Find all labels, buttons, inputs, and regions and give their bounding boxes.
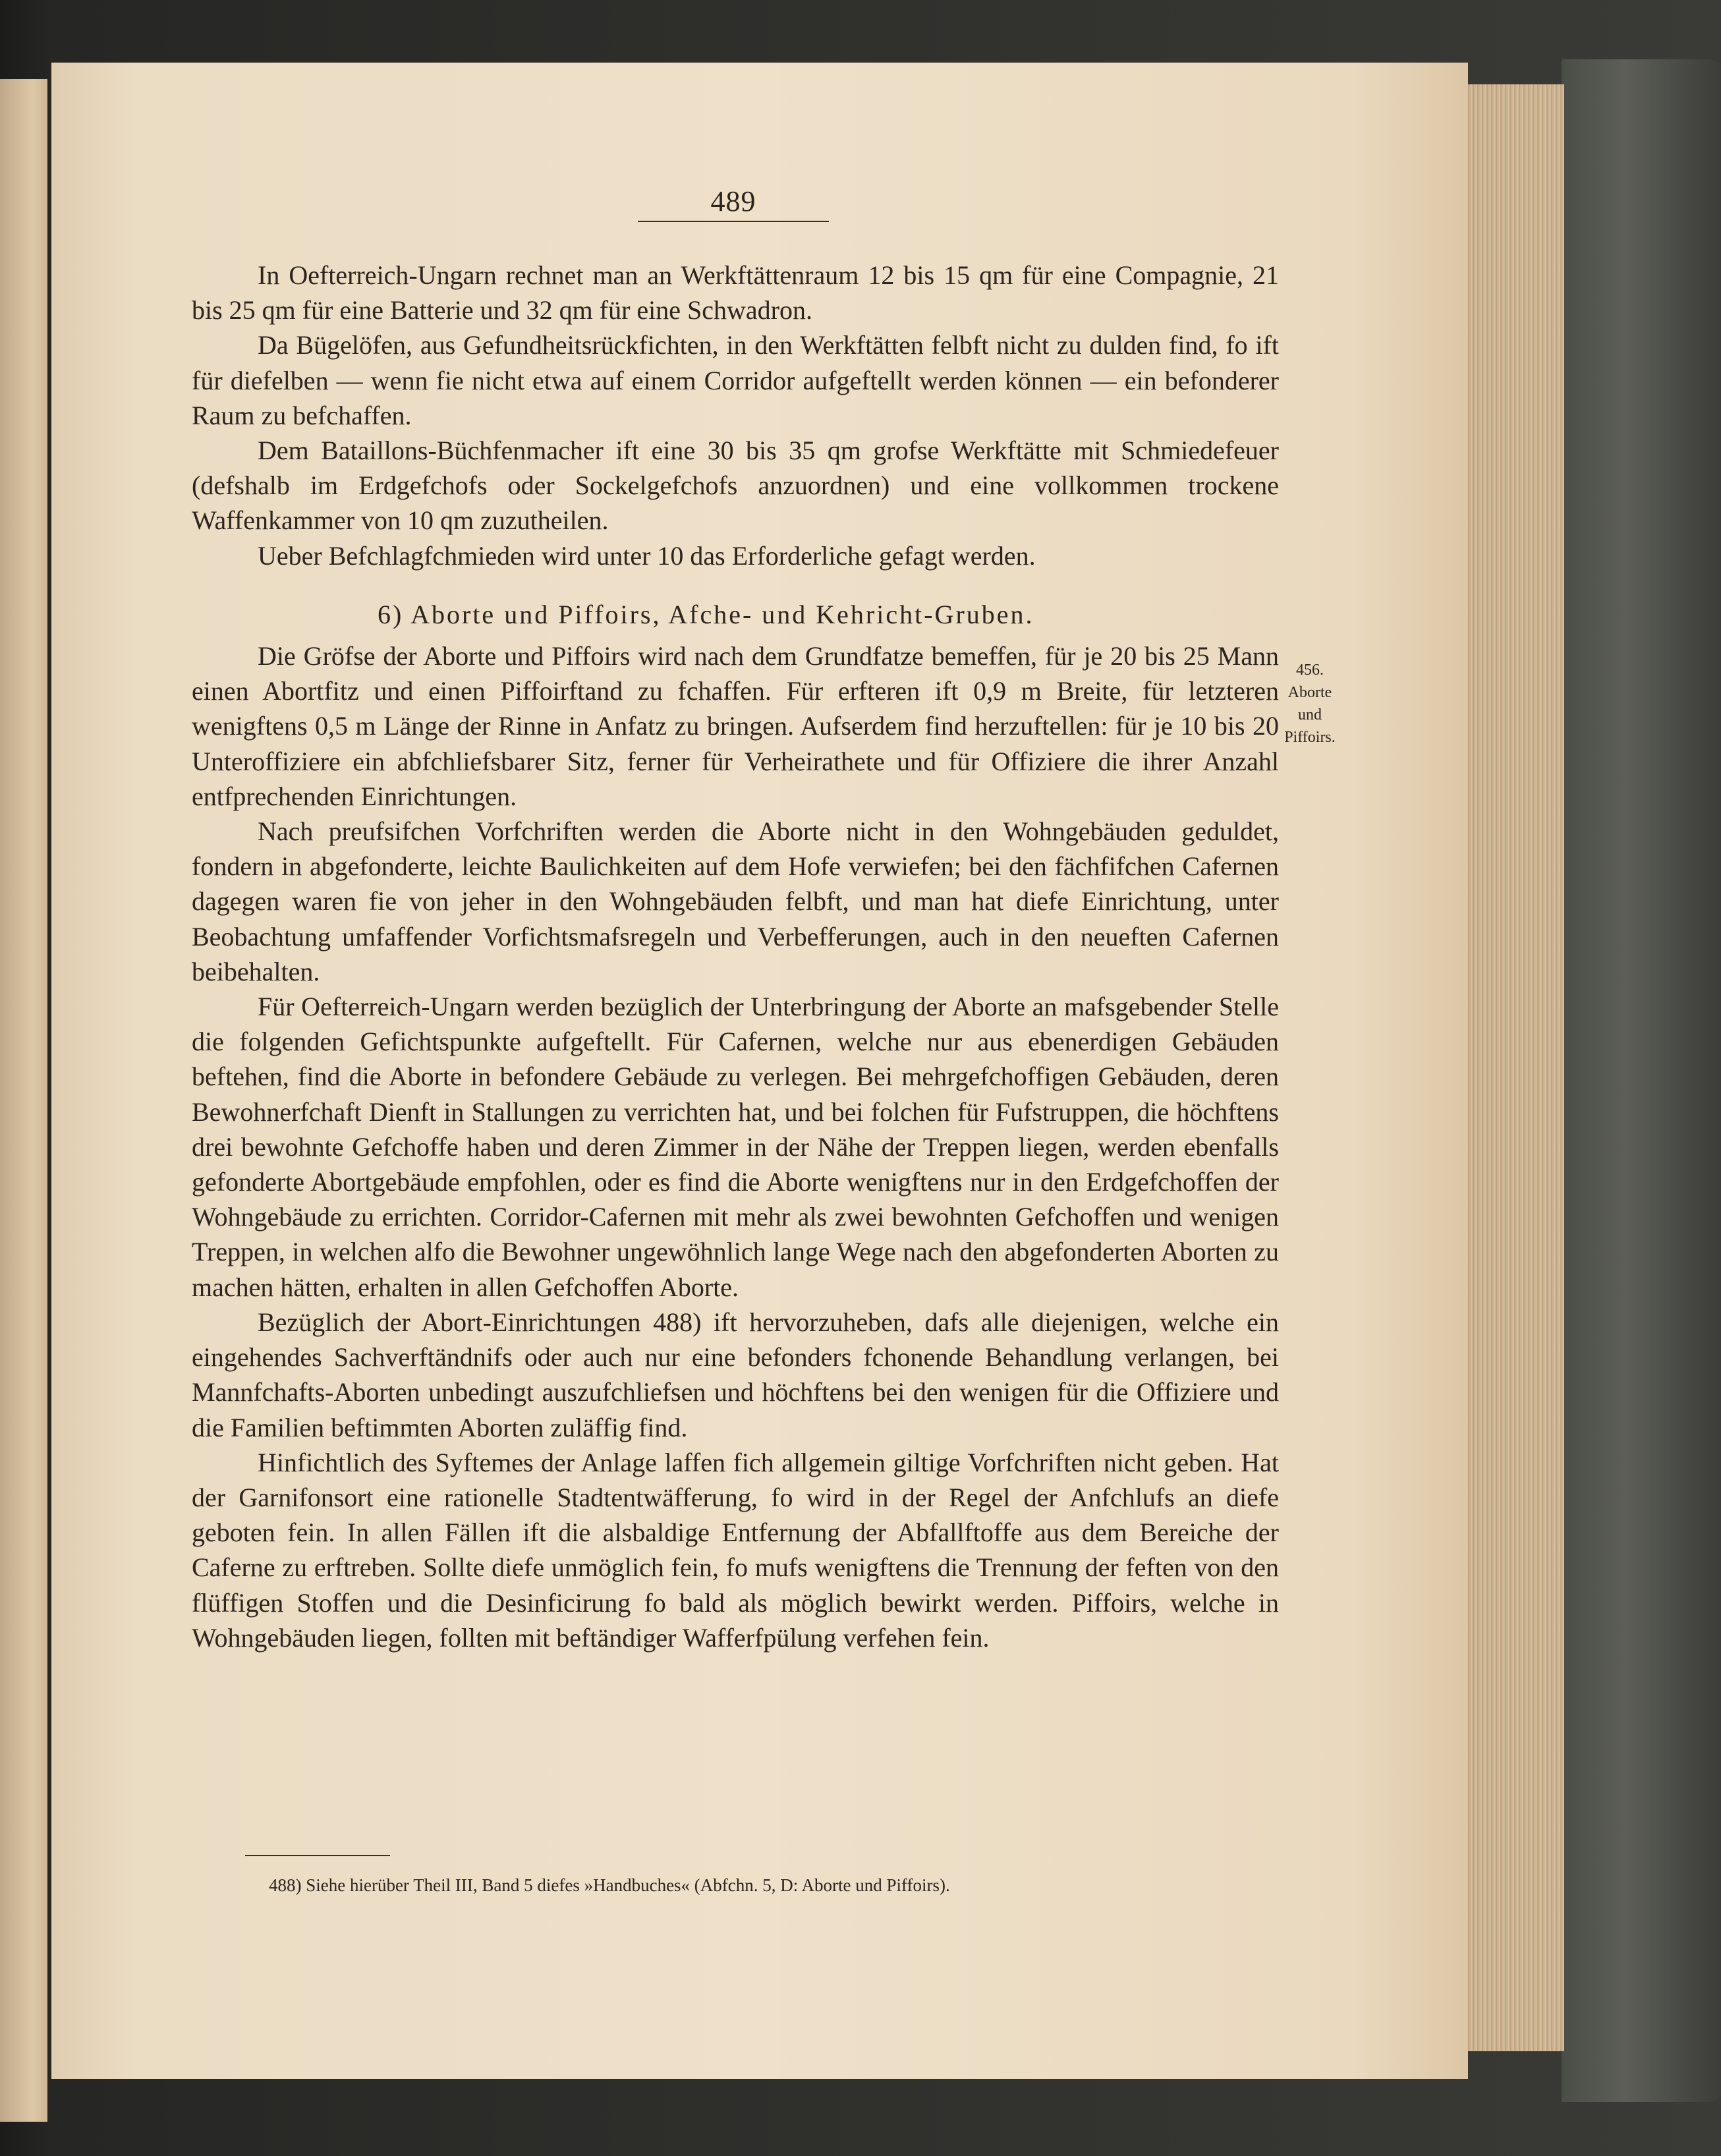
header-rule [638,221,829,222]
book-page [51,63,1468,2079]
paragraph: Bezüglich der Abort-Einrichtungen 488) ift hervorzuheben, dafs alle diejenigen, welche ein eingehendes Sachverftändnifs oder auch nur eine befonders fchonende Behandlung verlangen, bei Mannfchafts-Aborten unbedingt auszufchliefsen und höchftens bei den wenigen für die Offiziere und die Familien beftimmten Aborten zuläffig find. [192,1307,1279,1442]
paragraph: In Oefterreich-Ungarn rechnet man an Werkftättenraum 12 bis 15 qm für eine Compagnie, 21 bis 25 qm für eine Batterie und 32 qm für eine Schwadron. [192,260,1279,326]
page-number: 489 [710,185,756,217]
paragraph: Ueber Befchlagfchmieden wird unter 10 das Erforderliche gefagt werden. [258,540,1036,571]
book-cover [1562,59,1721,2102]
facing-page-edge [0,79,47,2122]
margin-note-line: Aborte [1287,684,1332,701]
paragraph: Da Bügelöfen, aus Gefundheitsrückfichten, in den Werkftätten felbft nicht zu dulden find, fo ift für diefelben — wenn fie nicht etwa auf einem Corridor aufgeftellt werden können — ein befonderer Raum zu befchaffen. [192,330,1279,430]
section-heading: 6) Aborte und Piffoirs, Afche- und Kehricht-Gruben. [378,599,1034,629]
paragraph: Die Gröfse der Aborte und Piffoirs wird nach dem Grundfatze bemeffen, für je 20 bis 25 Mann einen Abortfitz und einen Piffoirftand zu fchaffen. Für erfteren ift 0,9 m Breite, für letzteren wenigftens 0,5 m Länge der Rinne in Anfatz zu bringen. Aufserdem find herzuftellen: für je 10 bis 20 Unteroffiziere ein abfchliefsbarer Sitz, ferner für Verheirathete und für Offiziere die ihrer Anzahl entfprechenden Einrichtungen. [192,641,1279,811]
paragraph: Hinfichtlich des Syftemes der Anlage laffen fich allgemein giltige Vorfchriften nicht geben. Hat der Garnifonsort eine rationelle Stadtentwäfferung, fo wird in der Regel der Anfchlufs an diefe geboten fein. In allen Fällen ift die alsbaldige Entfernung der Abfallftoffe aus dem Bereiche der Caferne zu erftreben. Sollte diefe unmöglich fein, fo mufs wenigftens die Trennung der feften von den flüffigen Stoffen und die Desinficirung fo bald als möglich bewirkt werden. Piffoirs, welche in Wohngebäuden liegen, follten mit beftändiger Wafferfpülung verfehen fein. [192,1447,1279,1653]
page-block-edges [1465,84,1564,2051]
margin-note [1264,659,1356,749]
margin-note-line: Piffoirs. [1284,729,1336,746]
margin-note-number: 456. [1296,662,1324,679]
paragraph: Für Oefterreich-Ungarn werden bezüglich der Unterbringung der Aborte an mafsgebender Stelle die folgenden Gefichtspunkte aufgeftellt. Für Cafernen, welche nur aus ebenerdigen Gebäuden beftehen, find die Aborte in befondere Gebäude zu verlegen. Bei mehrgefchoffigen Gebäuden, deren Bewohnerfchaft Dienft in Stallungen zu verrichten hat, und bei folchen für Fufstruppen, die höchftens drei bewohnte Gefchoffe haben und deren Zimmer in der Nähe der Treppen liegen, werden ebenfalls gefonderte Abortgebäude empfohlen, oder es find die Aborte wenigftens nur in den Erdgefchoffen der Wohngebäude zu errichten. Corridor-Cafernen mit mehr als zwei bewohnten Gefchoffen und wenigen Treppen, in welchen alfo die Bewohner ungewöhnlich lange Wege nach den abgefonderten Aborten zu machen hätten, erhalten in allen Gefchoffen Aborte. [192,992,1279,1302]
paragraph: Dem Bataillons-Büchfenmacher ift eine 30 bis 35 qm grofse Werkftätte mit Schmiedefeuer (defshalb im Erdgefchofs oder Sockelgefchofs anzuordnen) und eine vollkommen trockene Waffenkammer von 10 qm zuzutheilen. [192,436,1279,536]
margin-note-line: und [1298,706,1322,723]
footnote: 488) Siehe hierüber Theil III, Band 5 diefes »Handbuches« (Abfchn. 5, D: Aborte und Piffoirs). [269,1875,950,1895]
footnote-rule [245,1855,390,1856]
body-text [192,258,1279,1655]
paragraph: Nach preufsifchen Vorfchriften werden die Aborte nicht in den Wohngebäuden geduldet, fondern in abgefonderte, leichte Baulichkeiten auf dem Hofe verwiefen; bei den fächfifchen Cafernen dagegen waren fie von jeher in den Wohngebäuden felbft, und man hat diefe Einrichtung, unter Beobachtung umfaffender Vorfichtsmafsregeln und Verbefferungen, auch in den neueften Cafernen beibehalten. [192,816,1279,986]
